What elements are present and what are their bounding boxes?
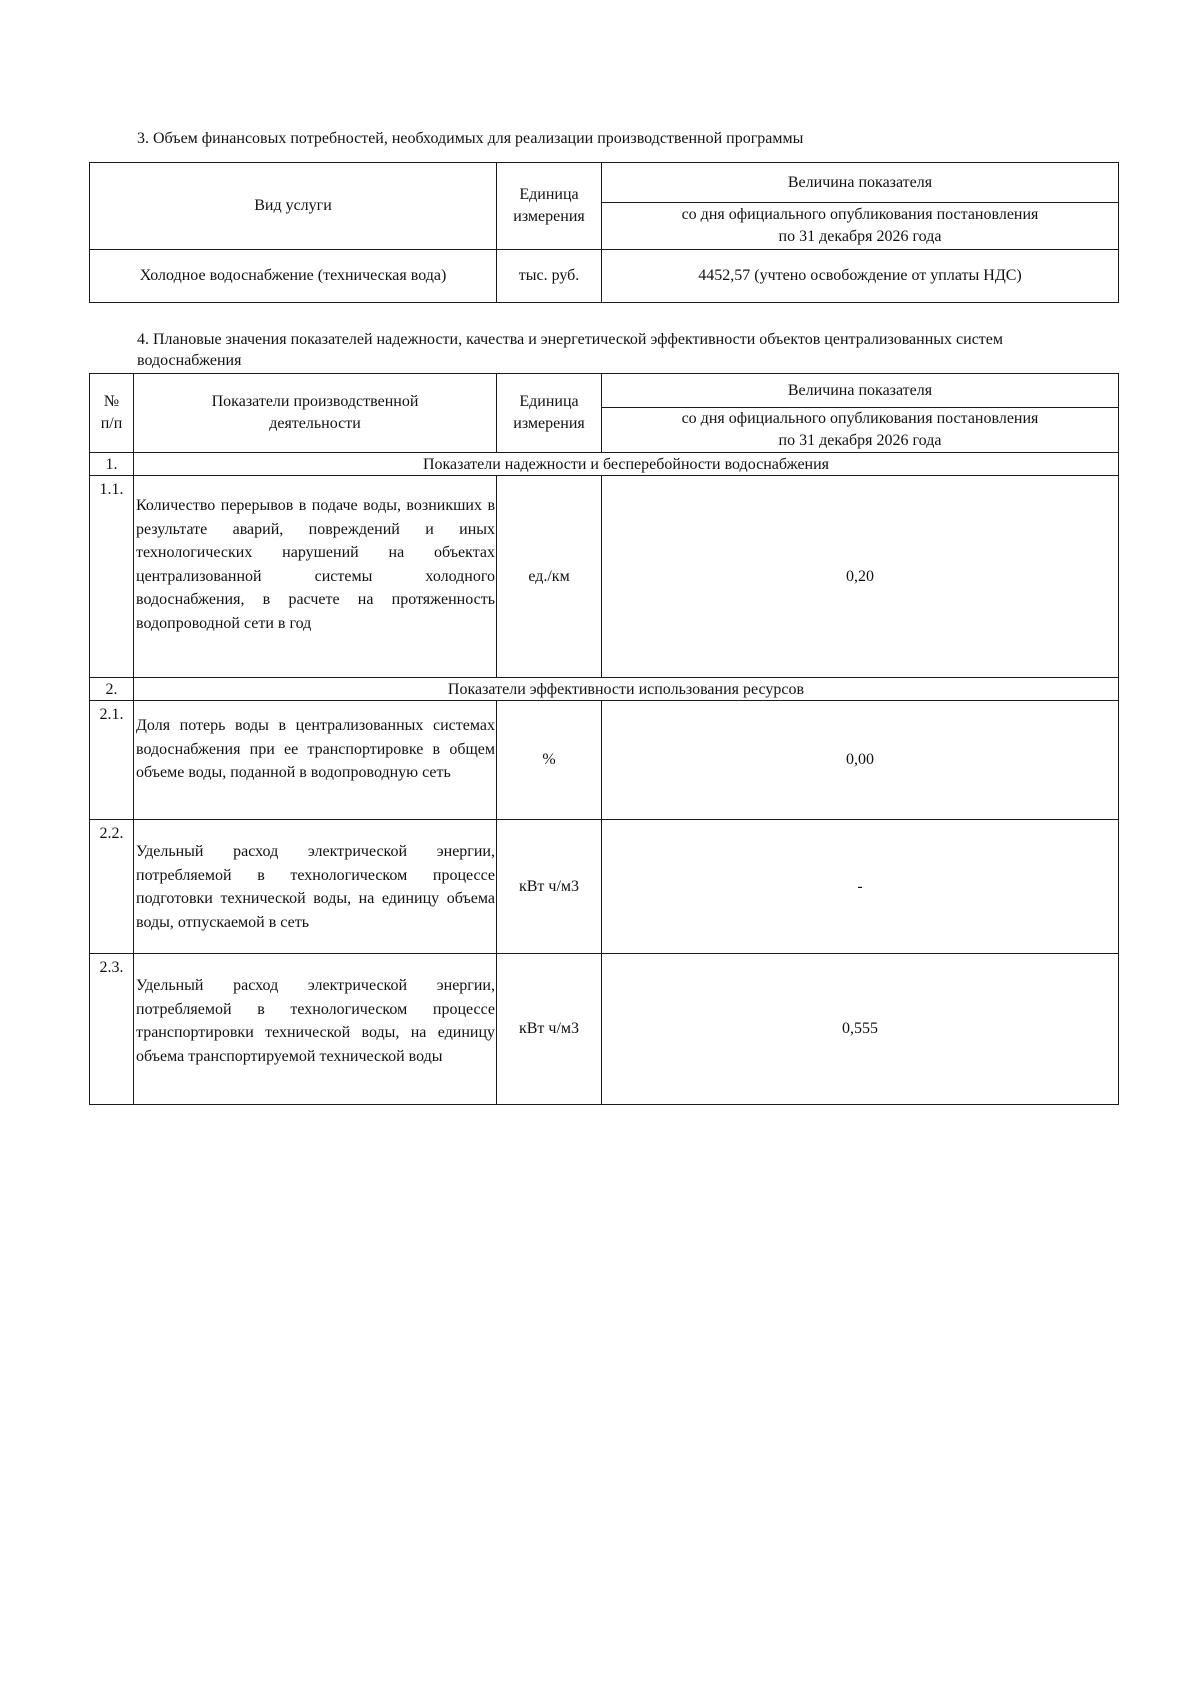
cell-num: 2.: [90, 678, 134, 701]
header-unit-line1: Единица: [519, 393, 579, 410]
cell-unit: тыс. руб.: [497, 250, 602, 303]
header-unit: [497, 163, 602, 250]
header-service-type-label: Вид услуги: [254, 197, 332, 214]
cell-unit: кВт ч/м3: [497, 820, 602, 954]
section-row-efficiency: [90, 678, 1119, 701]
header-indicator-line2: деятельности: [269, 415, 361, 432]
header-period: [602, 408, 1119, 453]
table-row: [90, 476, 1119, 678]
header-value: [602, 163, 1119, 203]
header-num-line1: №: [103, 393, 120, 410]
cell-value: 4452,57 (учтено освобождение от уплаты НДС): [602, 250, 1119, 303]
header-num: [90, 374, 134, 453]
header-unit-line1: Единица: [519, 186, 579, 203]
cell-value: 0,20: [602, 476, 1119, 678]
cell-description: Удельный расход электрической энергии, потребляемой в технологическом процессе транспортировки технической воды, на единицу объема транспортируемой технической воды: [134, 954, 497, 1105]
cell-unit: ед./км: [497, 476, 602, 678]
header-service-type: [90, 163, 497, 250]
header-period-line1: со дня официального опубликования постановления: [681, 206, 1039, 223]
header-unit-line2: измерения: [513, 415, 585, 432]
table-row: [90, 701, 1119, 820]
header-value-label: Величина показателя: [787, 173, 933, 191]
header-value: [602, 374, 1119, 408]
header-indicator: [134, 374, 497, 453]
cell-num: 1.1.: [90, 476, 134, 678]
header-period-line2: по 31 декабря 2026 года: [778, 228, 942, 245]
cell-unit: %: [497, 701, 602, 820]
section-3-title: 3. Объем финансовых потребностей, необходимых для реализации производственной программы: [137, 130, 804, 147]
table-row: [90, 820, 1119, 954]
cell-description: Количество перерывов в подаче воды, возникших в результате аварий, повреждений и иных технологических нарушений на объектах централизованной системы холодного водоснабжения, в расчете на протяженность водопроводной сети в год: [134, 476, 497, 678]
header-period-line2: по 31 декабря 2026 года: [778, 432, 942, 449]
header-unit: [497, 374, 602, 453]
section-4-title: 4. Плановые значения показателей надежности, качества и энергетической эффективности объектов централизованных систем водоснабжения: [137, 331, 1004, 369]
cell-section-title: Показатели эффективности использования ресурсов: [134, 678, 1119, 701]
cell-unit: кВт ч/м3: [497, 954, 602, 1105]
section-row-reliability: [90, 453, 1119, 476]
cell-value: -: [602, 820, 1119, 954]
cell-service: Холодное водоснабжение (техническая вода): [90, 250, 497, 303]
cell-description: Удельный расход электрической энергии, потребляемой в технологическом процессе подготовки технической воды, на единицу объема воды, отпускаемой в сеть: [134, 820, 497, 954]
header-period: [602, 203, 1119, 250]
header-value-label: Величина показателя: [787, 381, 933, 399]
header-indicator-line1: Показатели производственной: [211, 393, 419, 410]
header-unit-line2: измерения: [513, 208, 585, 225]
table-row: [90, 954, 1119, 1105]
cell-value: 0,555: [602, 954, 1119, 1105]
cell-value: 0,00: [602, 701, 1119, 820]
cell-description: Доля потерь воды в централизованных системах водоснабжения при ее транспортировке в общем объеме воды, поданной в водопроводную сеть: [134, 701, 497, 820]
cell-num: 2.2.: [90, 820, 134, 954]
cell-section-title: Показатели надежности и бесперебойности водоснабжения: [134, 453, 1119, 476]
cell-num: 2.1.: [90, 701, 134, 820]
indicators-table: [89, 373, 1119, 1105]
financial-needs-table: [89, 162, 1119, 303]
cell-num: 2.3.: [90, 954, 134, 1105]
header-period-line1: со дня официального опубликования постановления: [681, 410, 1039, 427]
cell-num: 1.: [90, 453, 134, 476]
table-row: [90, 250, 1119, 303]
header-num-line2: п/п: [100, 415, 123, 432]
